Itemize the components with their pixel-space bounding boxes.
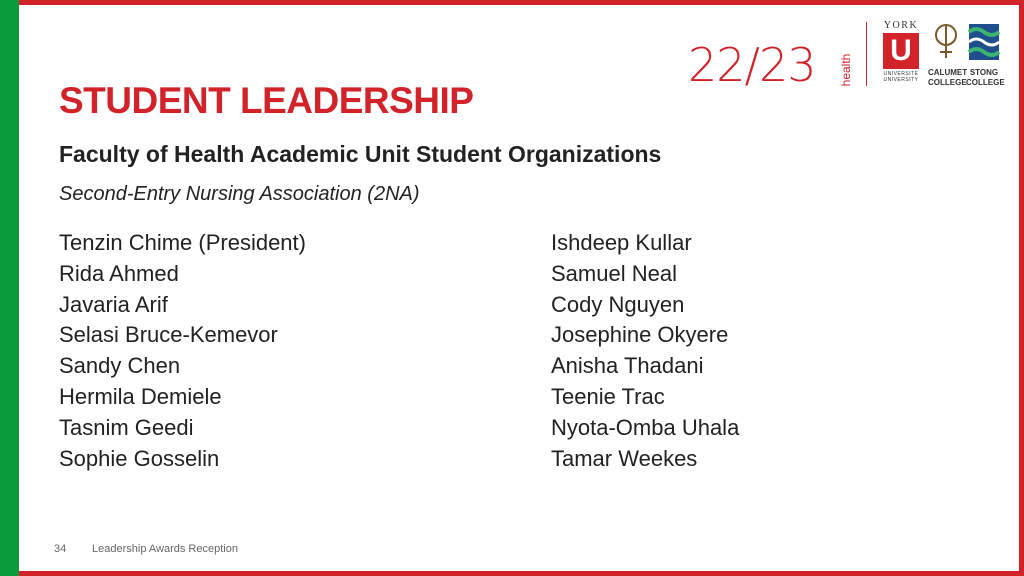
york-university-logo [877, 20, 925, 86]
stong-caption-1: STONG [969, 68, 999, 77]
bottom-border [19, 571, 1024, 576]
york-logo-u: U [883, 33, 919, 69]
left-accent-bar [0, 0, 19, 576]
member-name: Javaria Arif [59, 291, 168, 317]
calumet-caption-1: CALUMET [928, 68, 968, 77]
member-name: Hermila Demiele [59, 383, 222, 409]
member-name: Samuel Neal [551, 260, 677, 286]
year-label: 22/23 [688, 38, 816, 92]
member-name: Selasi Bruce-Kemevor [59, 322, 278, 348]
member-name: Anisha Thadani [551, 353, 704, 379]
right-border [1019, 0, 1024, 576]
stong-crest-icon [966, 22, 1002, 62]
york-logo-subtext: UNIVERSITÉ UNIVERSITY [883, 71, 919, 83]
member-name: Rida Ahmed [59, 260, 179, 286]
members-list-right [551, 228, 739, 474]
member-name: Josephine Okyere [551, 322, 729, 348]
member-name: Nyota-Omba Uhala [551, 414, 740, 440]
footer-text: Leadership Awards Reception [92, 543, 238, 555]
members-list-left [59, 228, 306, 474]
member-name: Teenie Trac [551, 383, 665, 409]
member-name: Tenzin Chime (President) [59, 230, 306, 255]
slide-subtitle: Faculty of Health Academic Unit Student Organizations [59, 141, 662, 167]
health-label: health [839, 53, 853, 87]
member-name: Tasnim Geedi [59, 414, 194, 440]
header-divider [866, 22, 867, 86]
organization-name: Second-Entry Nursing Association (2NA) [59, 183, 420, 205]
member-name: Sandy Chen [59, 353, 181, 379]
stong-caption-2: COLLEGE [966, 78, 1005, 87]
stong-college-logo [966, 22, 1005, 87]
member-name: Cody Nguyen [551, 291, 685, 317]
top-border [19, 0, 1024, 5]
member-name: Sophie Gosselin [59, 445, 220, 471]
calumet-crest-icon [928, 22, 964, 62]
york-logo-wordmark: YORK [883, 20, 919, 31]
calumet-college-logo [928, 22, 968, 87]
member-name: Ishdeep Kullar [551, 230, 692, 255]
member-name: Tamar Weekes [551, 445, 698, 471]
calumet-caption-2: COLLEGE [928, 78, 967, 87]
page-number: 34 [54, 543, 67, 555]
slide-title: STUDENT LEADERSHIP [59, 80, 474, 121]
